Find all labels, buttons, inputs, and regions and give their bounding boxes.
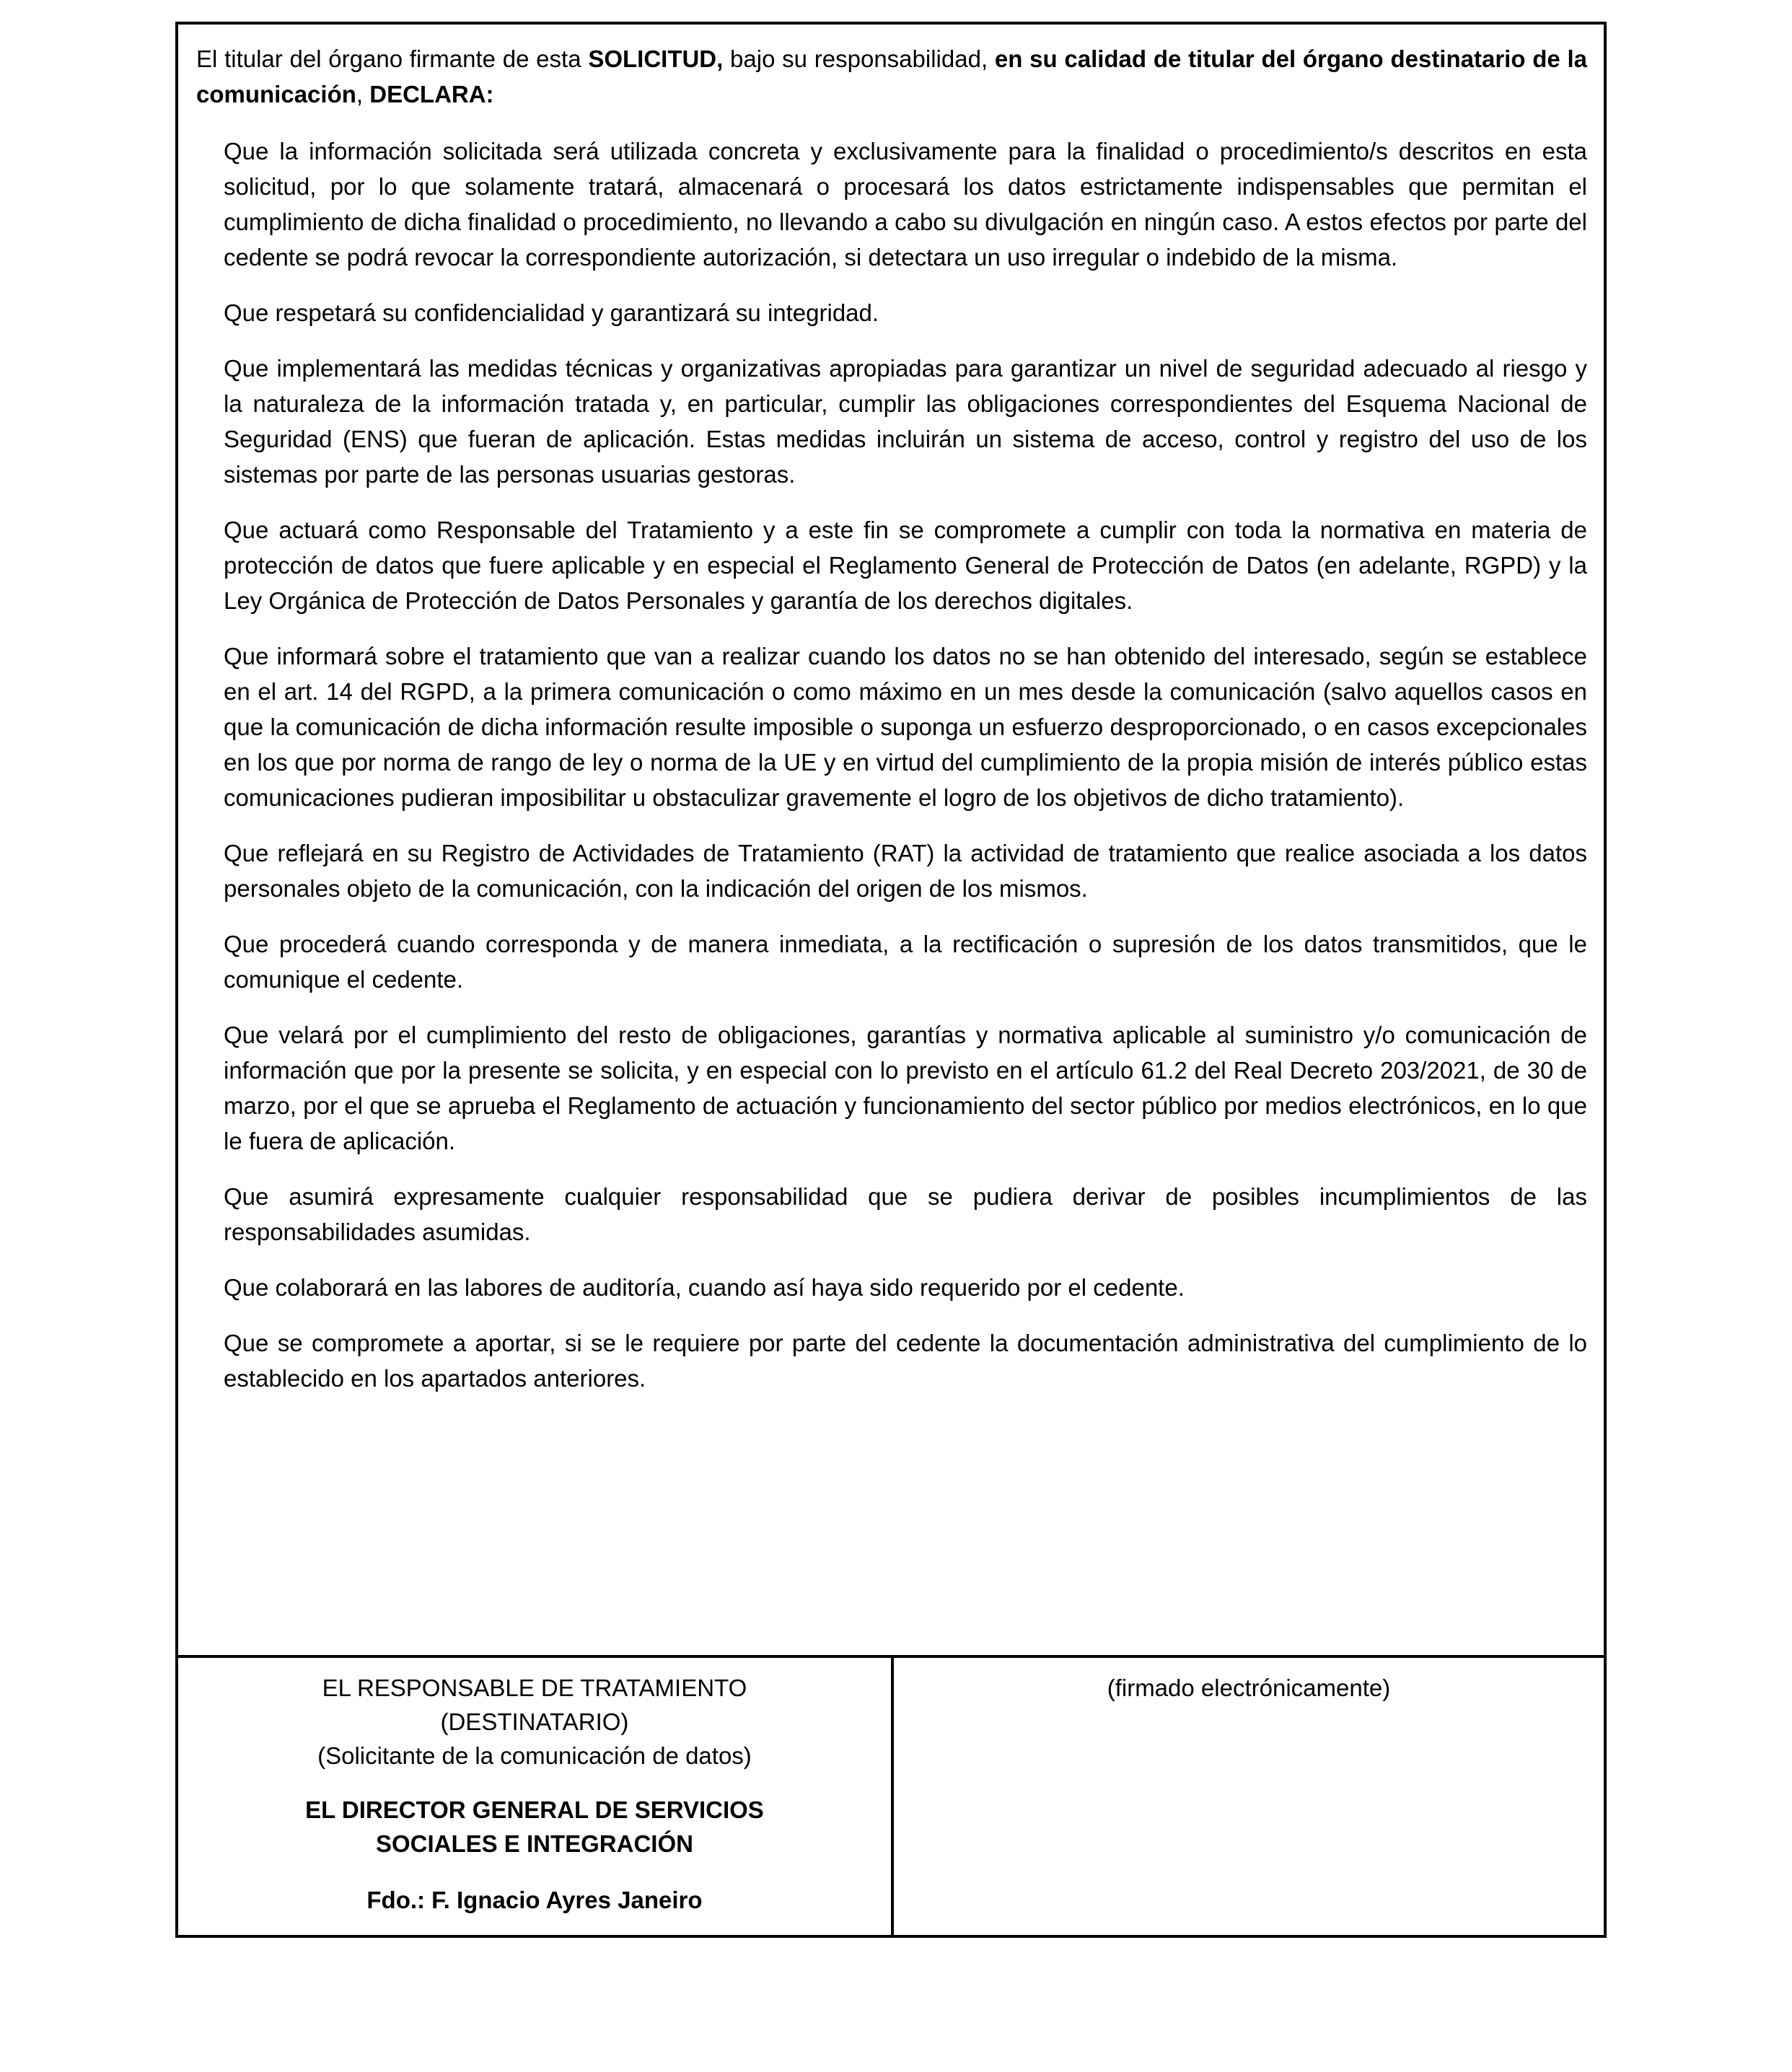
declaration-paragraph-3: Que implementará las medidas técnicas y organizativas apropiadas para garantizar un nivel de seguridad adecuado al riesgo y la naturaleza de la información tratada y, en particular, cumplir las obligaciones correspondientes del Esquema Nacional de Seguridad (ENS) que fueran de aplicación. Estas medidas incluirán un sistema de acceso, control y registro del uso de los sistemas por parte de las personas usuarias gestoras. <box>224 355 1587 488</box>
declaration-paragraph-4: Que actuará como Responsable del Tratamiento y a este fin se compromete a cumplir con toda la normativa en materia de protección de datos que fuere aplicable y en especial el Reglamento General de Protección de Datos (en adelante, RGPD) y la Ley Orgánica de Protección de Datos Personales y garantía de los derechos digitales. <box>224 517 1587 614</box>
signature-cell-responsable <box>178 1658 894 1935</box>
intro-calidad-bold: en su calidad de titular del órgano destinatario de la comunicación <box>196 45 1588 107</box>
declaration-paragraph-10: Que colaborará en las labores de auditoría, cuando así haya sido requerido por el cedente. <box>224 1274 1185 1301</box>
declaration-paragraph-1: Que la información solicitada será utilizada concreta y exclusivamente para la finalidad o procedimiento/s descritos en esta solicitud, por lo que solamente tratará, almacenará o procesará los datos estrictamente indispensables que permitan el cumplimiento de dicha finalidad o procedimiento, no llevando a cabo su divulgación en ningún caso. A estos efectos por parte del cedente se podrá revocar la correspondiente autorización, si detectara un uso irregular o indebido de la misma. <box>224 138 1587 271</box>
signature-table <box>178 1655 1604 1935</box>
declaration-paragraph-2: Que respetará su confidencialidad y garantizará su integridad. <box>224 299 879 326</box>
signature-cell-firma <box>894 1658 1604 1935</box>
responsable-role-line2: (DESTINATARIO) <box>440 1708 629 1735</box>
intro-declara-bold: DECLARA: <box>369 81 494 107</box>
intro-part1: El titular del órgano firmante de esta <box>196 45 589 72</box>
firma-electronica-note: (firmado electrónicamente) <box>1107 1674 1391 1701</box>
intro-paragraph <box>196 41 1587 112</box>
responsable-office <box>178 1793 891 1861</box>
responsable-office-line2: SOCIALES E INTEGRACIÓN <box>375 1830 693 1857</box>
intro-solicitud-bold: SOLICITUD, <box>588 45 724 72</box>
declaration-text-area <box>178 25 1604 1655</box>
declaration-paragraph-7: Que procederá cuando corresponda y de manera inmediata, a la rectificación o supresión de los datos transmitidos, que le comunique el cedente. <box>224 931 1587 993</box>
responsable-role-line1: EL RESPONSABLE DE TRATAMIENTO <box>322 1674 747 1701</box>
responsable-role-line3: (Solicitante de la comunicación de datos) <box>317 1742 752 1769</box>
declaration-paragraph-5: Que informará sobre el tratamiento que van a realizar cuando los datos no se han obtenido del interesado, según se establece en el art. 14 del RGPD, a la primera comunicación o como máximo en un mes desde la comunicación (salvo aquellos casos en que la comunicación de dicha información resulte imposible o suponga un esfuerzo desproporcionado, o en casos excepcionales en los que por norma de rango de ley o norma de la UE y en virtud del cumplimiento de la propia misión de interés público estas comunicaciones pudieran imposibilitar u obstaculizar gravemente el logro de los objetivos de dicho tratamiento). <box>224 643 1587 811</box>
intro-part5: , <box>356 81 370 107</box>
responsable-office-line1: EL DIRECTOR GENERAL DE SERVICIOS <box>305 1796 764 1823</box>
declaration-box <box>175 22 1607 1938</box>
declaration-paragraph-9: Que asumirá expresamente cualquier responsabilidad que se pudiera derivar de posibles incumplimientos de las responsabilidades asumidas. <box>224 1183 1587 1245</box>
declaration-paragraph-6: Que reflejará en su Registro de Actividades de Tratamiento (RAT) la actividad de tratamiento que realice asociada a los datos personales objeto de la comunicación, con la indicación del origen de los mismos. <box>224 840 1587 902</box>
intro-part3: bajo su responsabilidad, <box>723 45 995 72</box>
declaration-paragraph-8: Que velará por el cumplimiento del resto de obligaciones, garantías y normativa aplicable al suministro y/o comunicación de información que por la presente se solicita, y en especial con lo previsto en el artículo 61.2 del Real Decreto 203/2021, de 30 de marzo, por el que se aprueba el Reglamento de actuación y funcionamiento del sector público por medios electrónicos, en lo que le fuera de aplicación. <box>224 1022 1587 1154</box>
declaration-paragraph-11: Que se compromete a aportar, si se le requiere por parte del cedente la documentación administrativa del cumplimiento de lo establecido en los apartados anteriores. <box>224 1330 1587 1392</box>
responsable-signer: Fdo.: F. Ignacio Ayres Janeiro <box>366 1887 703 1913</box>
